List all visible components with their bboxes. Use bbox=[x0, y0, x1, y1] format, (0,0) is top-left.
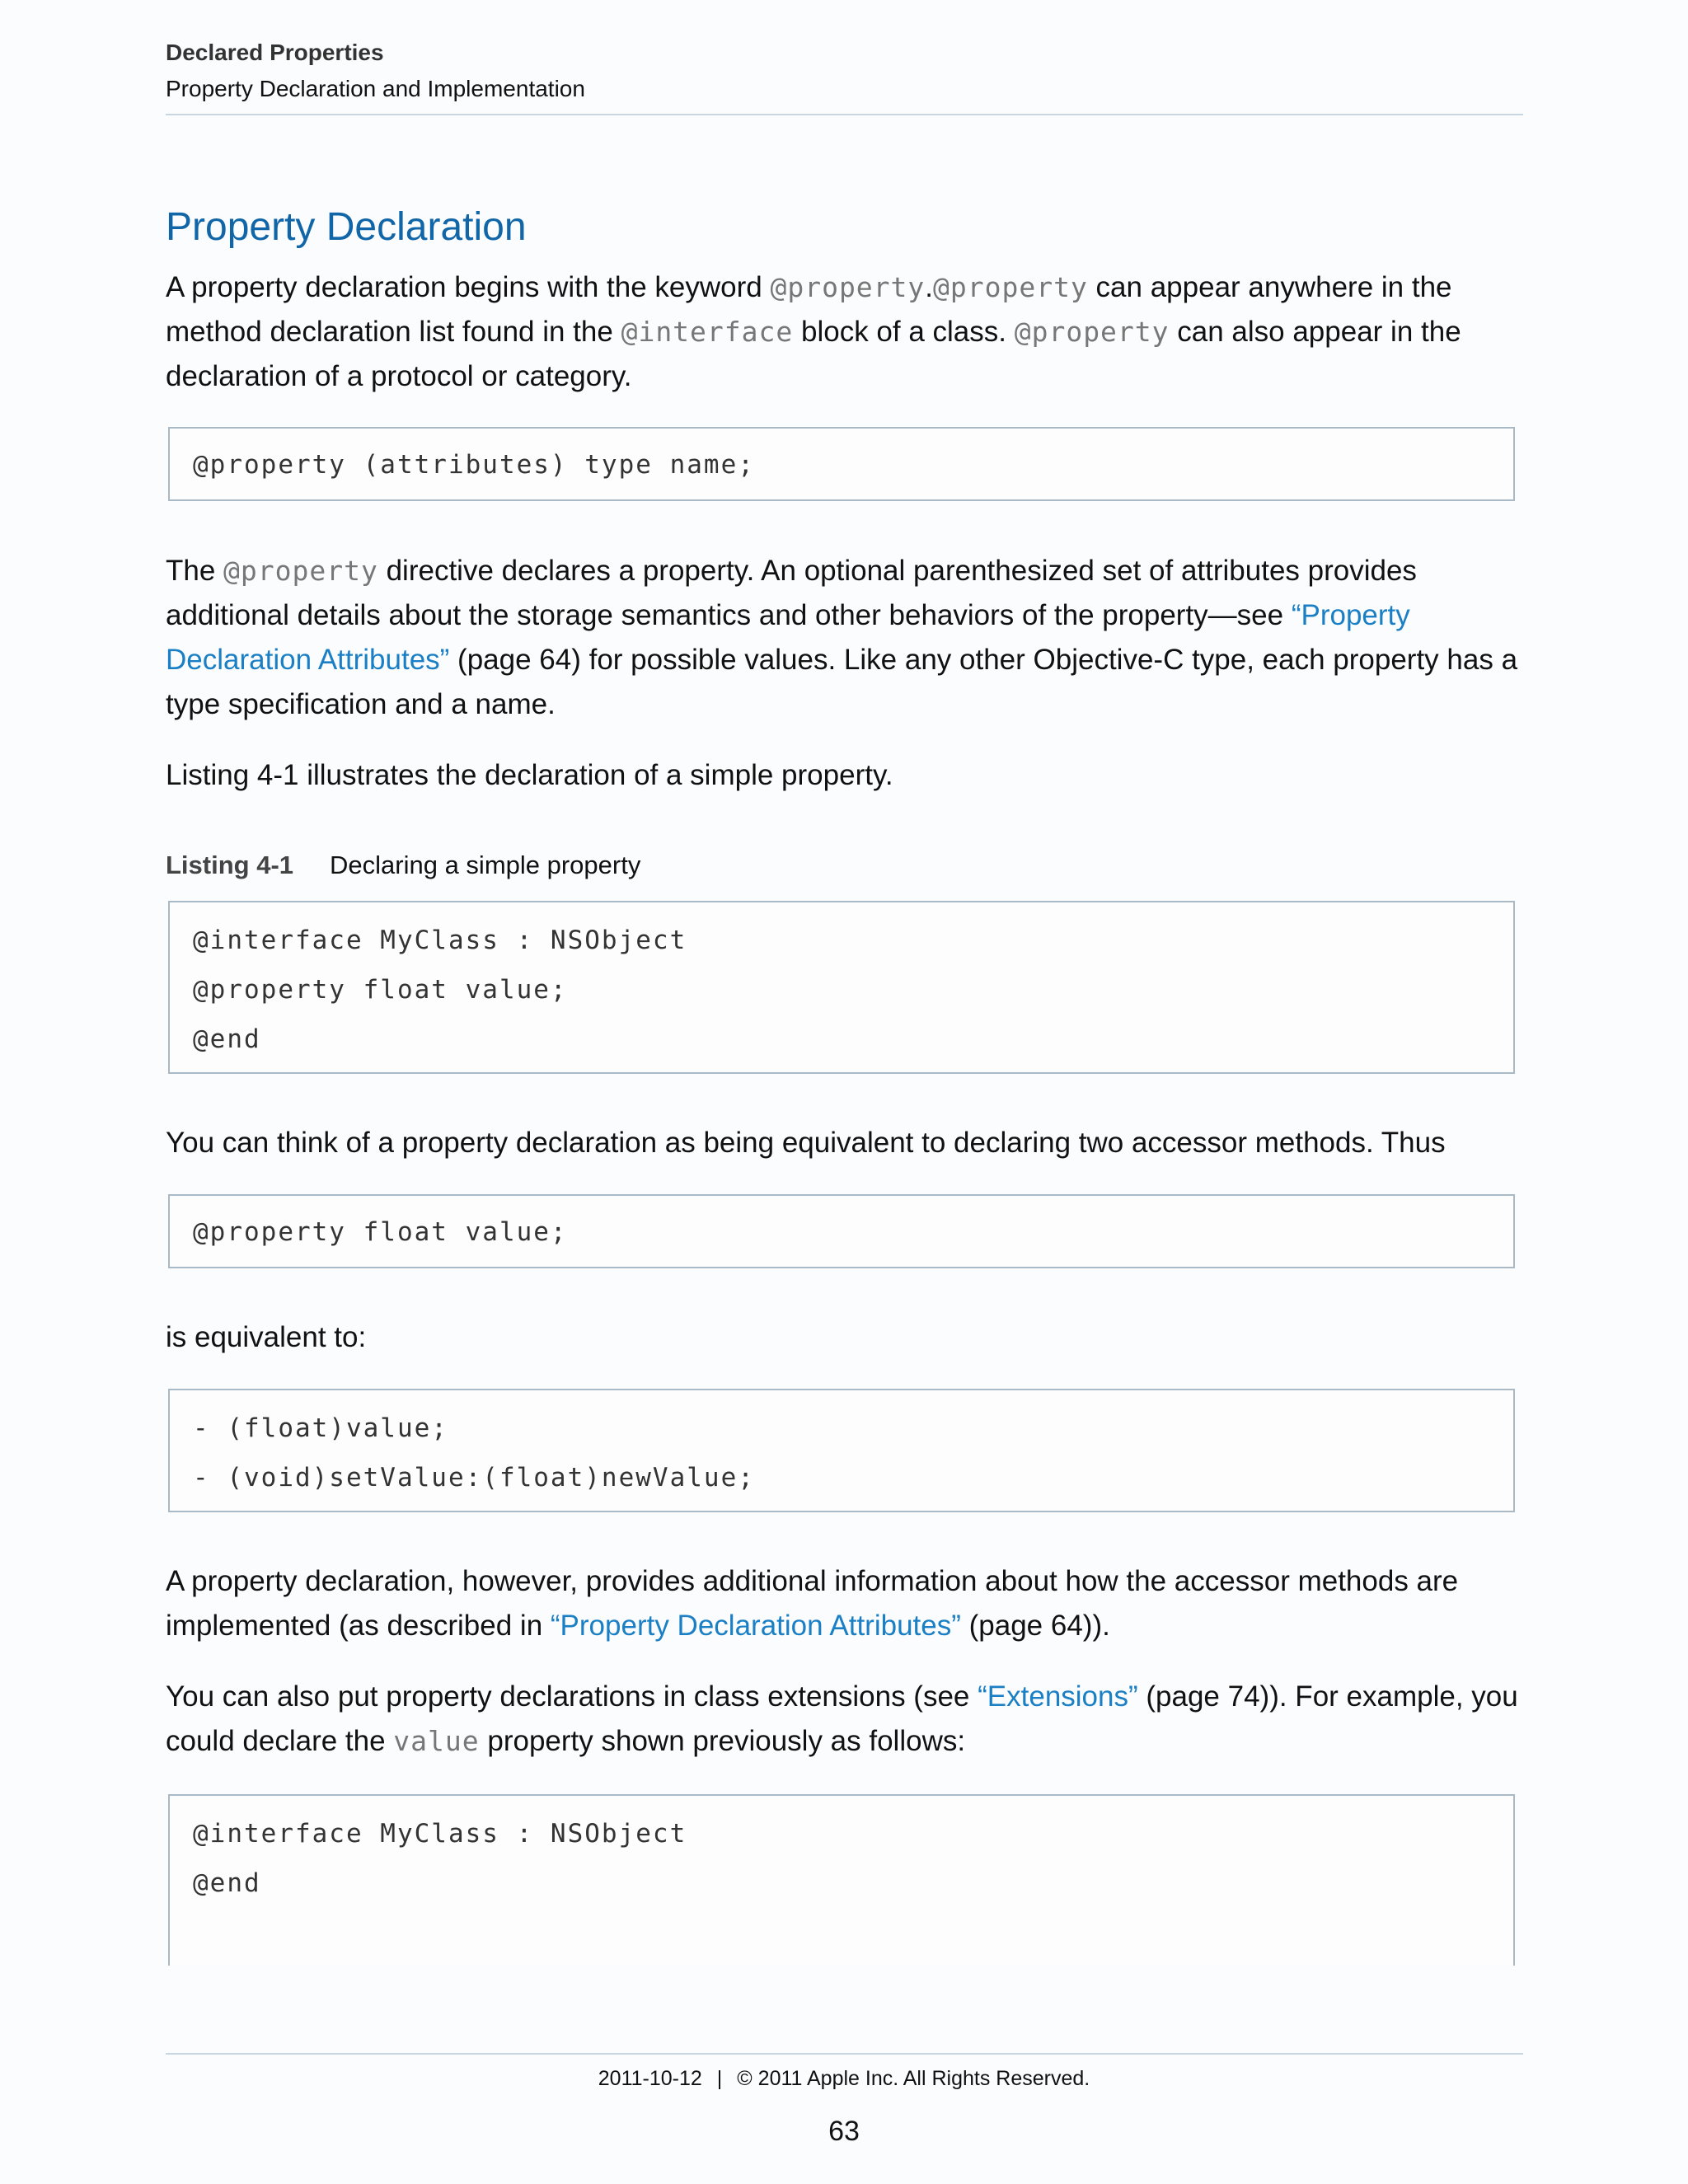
section-heading: Property Declaration bbox=[166, 205, 527, 249]
code-line: @end bbox=[193, 1868, 261, 1898]
listing-caption bbox=[166, 851, 640, 880]
footer-copyright: © 2011 Apple Inc. All Rights Reserved. bbox=[737, 2067, 1090, 2090]
cross-reference-link[interactable]: “Extensions” bbox=[978, 1680, 1138, 1713]
code-block-listing bbox=[168, 901, 1515, 1074]
code-block-extension bbox=[168, 1794, 1515, 1966]
footer-separator: | bbox=[716, 2067, 723, 2090]
code-line: @interface MyClass : NSObject bbox=[193, 1819, 687, 1849]
inline-code: value bbox=[393, 1725, 480, 1757]
footer-divider bbox=[166, 2053, 1523, 2055]
paragraph-directive bbox=[166, 549, 1526, 727]
page-number: 63 bbox=[828, 2116, 860, 2147]
text: can appear anywhere in the method declaration list found in the bbox=[166, 271, 1452, 348]
text: can also appear in the declaration of a protocol or category. bbox=[166, 316, 1461, 392]
text: block of a class. bbox=[793, 316, 1015, 348]
paragraph-listing-intro: Listing 4-1 illustrates the declaration of a simple property. bbox=[166, 759, 893, 791]
text: (page 74)). For example, you could declare the bbox=[166, 1680, 1518, 1757]
text: . bbox=[925, 271, 934, 303]
paragraph-equivalent: is equivalent to: bbox=[166, 1321, 367, 1353]
text: property shown previously as follows: bbox=[479, 1725, 966, 1757]
text: A property declaration, however, provides additional information about how the accessor methods are implemented (as described in bbox=[166, 1565, 1459, 1642]
page-footer bbox=[0, 2067, 1688, 2091]
code-line: @interface MyClass : NSObject bbox=[193, 926, 687, 955]
code-line: - (float)value; bbox=[193, 1413, 448, 1443]
listing-title: Declaring a simple property bbox=[330, 851, 641, 879]
code-line: @property float value; bbox=[193, 975, 568, 1005]
code-line: - (void)setValue:(float)newValue; bbox=[193, 1463, 755, 1493]
listing-number: Listing 4-1 bbox=[166, 851, 294, 879]
text: The bbox=[166, 555, 224, 587]
code-block-accessors bbox=[168, 1389, 1515, 1512]
header-divider bbox=[166, 114, 1523, 115]
code-block-syntax bbox=[168, 427, 1515, 501]
code-line: @end bbox=[193, 1024, 261, 1054]
text: You can also put property declarations in class extensions (see bbox=[166, 1680, 978, 1713]
text: (page 64) for possible values. Like any other Objective-C type, each property has a type specification and a name. bbox=[166, 644, 1518, 720]
footer-date: 2011-10-12 bbox=[598, 2067, 702, 2090]
cross-reference-link[interactable]: “Property Declaration Attributes” bbox=[550, 1610, 961, 1642]
paragraph-extensions bbox=[166, 1675, 1526, 1764]
text: A property declaration begins with the keyword bbox=[166, 271, 771, 303]
inline-code: @property bbox=[770, 271, 926, 303]
inline-code: @interface bbox=[621, 316, 794, 348]
paragraph-accessors: You can think of a property declaration as being equivalent to declaring two accessor methods. Thus bbox=[166, 1127, 1446, 1159]
running-header-chapter: Declared Properties bbox=[166, 40, 384, 65]
running-header-section: Property Declaration and Implementation bbox=[166, 76, 585, 101]
inline-code: @property bbox=[933, 271, 1088, 303]
paragraph-intro bbox=[166, 265, 1526, 399]
text: (page 64)). bbox=[960, 1610, 1110, 1642]
code-block-property bbox=[168, 1194, 1515, 1268]
paragraph-additional-info bbox=[166, 1559, 1526, 1648]
cross-reference-link[interactable]: “Property Declaration Attributes” bbox=[166, 599, 1410, 676]
inline-code: @property bbox=[223, 555, 378, 587]
text: directive declares a property. An optional parenthesized set of attributes provides additional details about the storage semantics and other behaviors of the property—see bbox=[166, 555, 1417, 631]
code-line: @property float value; bbox=[193, 1217, 568, 1247]
inline-code: @property bbox=[1014, 316, 1170, 348]
code-line: @property (attributes) type name; bbox=[193, 450, 755, 480]
